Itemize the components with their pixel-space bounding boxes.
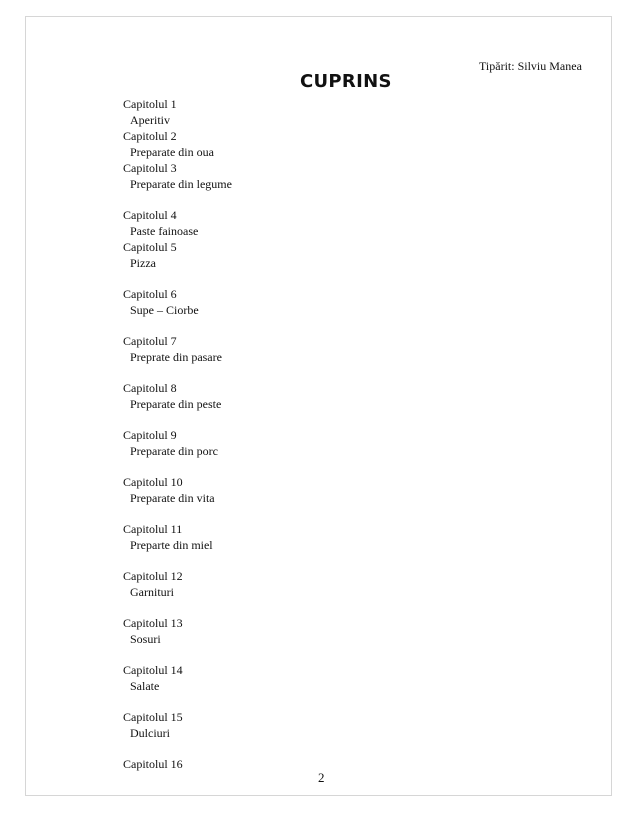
toc-chapter-title: Preparate din porc (130, 444, 218, 458)
toc-entry (123, 207, 423, 239)
toc-chapter-title: Preparate din legume (130, 177, 232, 191)
toc-spacer (123, 647, 423, 662)
toc-chapter-title: Preparate din vita (130, 491, 215, 505)
toc-chapter-label: Capitolul 5 (123, 240, 177, 254)
toc-chapter-title: Supe – Ciorbe (130, 303, 199, 317)
toc-entry (123, 286, 423, 318)
table-of-contents (123, 96, 423, 772)
toc-entry (123, 96, 423, 128)
toc-chapter-label: Capitolul 11 (123, 522, 183, 536)
toc-entry (123, 662, 423, 694)
toc-chapter-title: Preparate din peste (130, 397, 222, 411)
toc-entry (123, 615, 423, 647)
toc-chapter-title: Aperitiv (130, 113, 170, 127)
toc-entry (123, 160, 423, 192)
toc-chapter-label: Capitolul 2 (123, 129, 177, 143)
toc-spacer (123, 600, 423, 615)
toc-chapter-label: Capitolul 16 (123, 757, 183, 771)
toc-spacer (123, 271, 423, 286)
toc-chapter-title: Garnituri (130, 585, 174, 599)
toc-chapter-title: Paste fainoase (130, 224, 199, 238)
toc-chapter-label: Capitolul 10 (123, 475, 183, 489)
toc-spacer (123, 506, 423, 521)
toc-entry (123, 709, 423, 741)
toc-entry (123, 756, 423, 772)
toc-entry (123, 380, 423, 412)
toc-spacer (123, 741, 423, 756)
toc-entry (123, 333, 423, 365)
toc-chapter-title: Dulciuri (130, 726, 170, 740)
toc-chapter-label: Capitolul 8 (123, 381, 177, 395)
toc-chapter-label: Capitolul 4 (123, 208, 177, 222)
toc-chapter-label: Capitolul 12 (123, 569, 183, 583)
toc-chapter-title: Salate (130, 679, 160, 693)
toc-spacer (123, 192, 423, 207)
toc-spacer (123, 412, 423, 427)
page-title: CUPRINS (300, 71, 392, 92)
toc-entry (123, 568, 423, 600)
toc-entry (123, 239, 423, 271)
toc-entry (123, 474, 423, 506)
toc-spacer (123, 553, 423, 568)
toc-spacer (123, 318, 423, 333)
toc-chapter-label: Capitolul 1 (123, 97, 177, 111)
toc-chapter-title: Sosuri (130, 632, 161, 646)
toc-chapter-label: Capitolul 15 (123, 710, 183, 724)
toc-chapter-label: Capitolul 7 (123, 334, 177, 348)
toc-entry (123, 521, 423, 553)
toc-entry (123, 128, 423, 160)
toc-chapter-title: Preparate din oua (130, 145, 214, 159)
toc-chapter-title: Preprate din pasare (130, 350, 222, 364)
printed-by-note: Tipărit: Silviu Manea (479, 59, 582, 73)
toc-chapter-title: Pizza (130, 256, 156, 270)
toc-spacer (123, 459, 423, 474)
toc-chapter-label: Capitolul 14 (123, 663, 183, 677)
toc-spacer (123, 694, 423, 709)
toc-entry (123, 427, 423, 459)
toc-chapter-label: Capitolul 9 (123, 428, 177, 442)
toc-chapter-title: Preparte din miel (130, 538, 213, 552)
page-number: 2 (318, 770, 325, 785)
toc-chapter-label: Capitolul 6 (123, 287, 177, 301)
toc-chapter-label: Capitolul 13 (123, 616, 183, 630)
toc-spacer (123, 365, 423, 380)
toc-chapter-label: Capitolul 3 (123, 161, 177, 175)
